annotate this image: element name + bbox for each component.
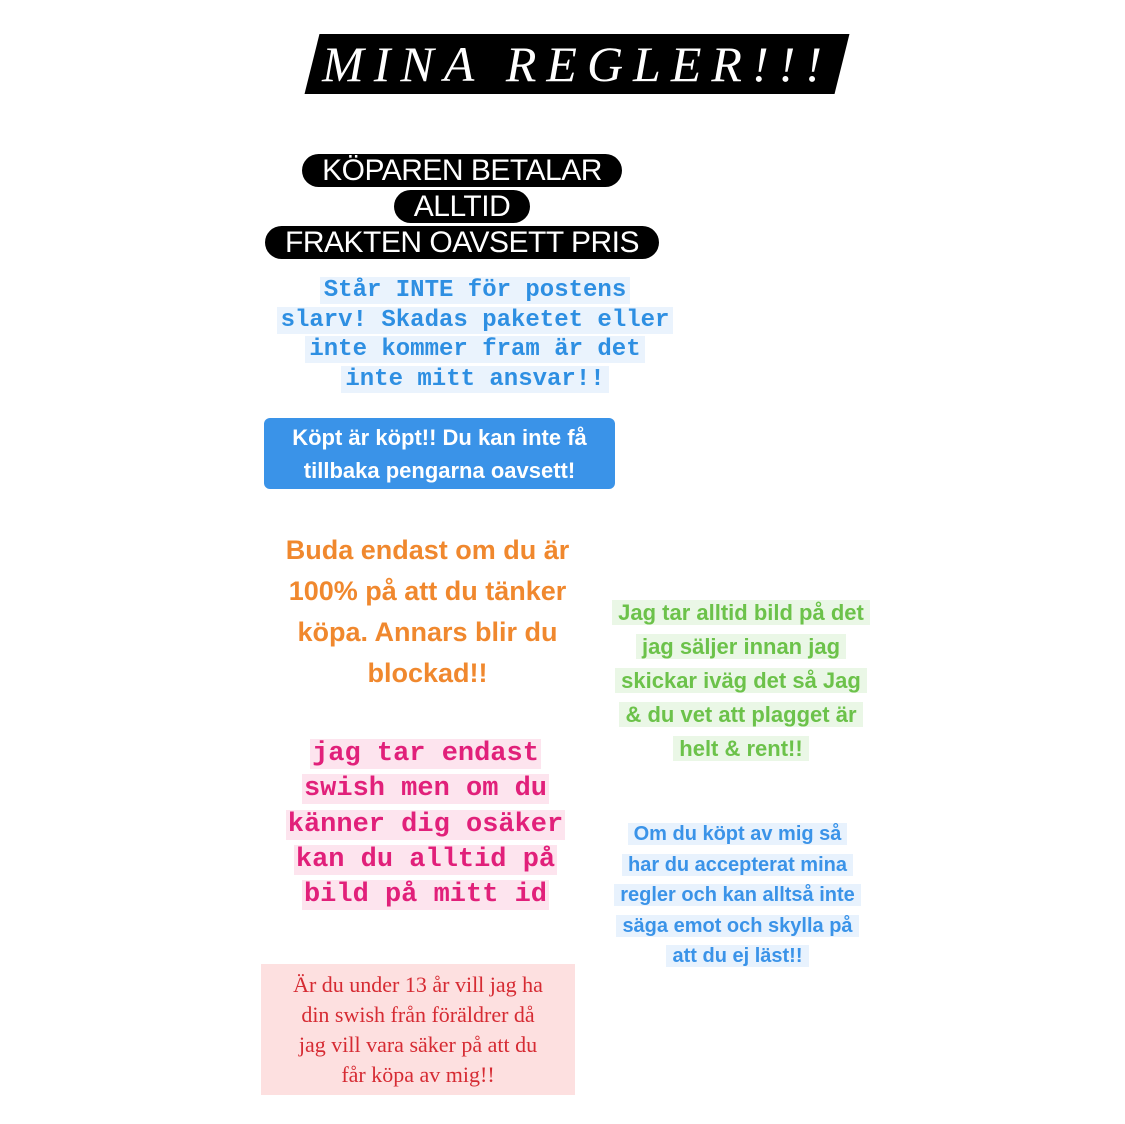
rule-line: Står INTE för postens — [320, 277, 630, 304]
page-title: MINA REGLER!!! — [322, 36, 832, 92]
rule-line: slarv! Skadas paketet eller — [277, 307, 674, 334]
rule-line: swish men om du — [303, 774, 548, 805]
title-banner — [312, 34, 842, 94]
rule-line: KÖPAREN BETALAR ALLTID — [302, 154, 622, 223]
rule-line: Jag tar alltid bild på det — [612, 600, 870, 625]
rule-line: Är du under 13 år vill jag ha — [293, 972, 543, 997]
rule-line: inte kommer fram är det — [305, 336, 644, 363]
rule-under-13 — [261, 964, 575, 1095]
rule-swish — [248, 737, 603, 913]
rule-line: jag tar endast — [312, 739, 539, 769]
rule-line: 100% på att du tänker — [288, 576, 567, 606]
rule-line: jag säljer innan jag — [636, 634, 846, 659]
rule-photos — [585, 596, 897, 766]
rule-line: har du accepterat mina — [622, 854, 853, 876]
rule-acceptance — [590, 819, 885, 972]
rule-line: skickar iväg det så Jag — [615, 668, 867, 693]
rule-line: FRAKTEN OAVSETT PRIS — [265, 226, 659, 259]
rule-bidding — [240, 530, 615, 694]
rule-line: Om du köpt av mig så — [628, 823, 848, 845]
rule-no-refunds — [264, 418, 615, 489]
rule-line: & du vet att plagget är — [619, 702, 862, 727]
rule-postal-responsibility — [250, 276, 700, 394]
rule-line: får köpa av mig!! — [341, 1062, 495, 1087]
rule-line: känner dig osäker — [287, 809, 564, 840]
rule-line: köpa. Annars blir du — [297, 617, 558, 647]
rule-line: inte mitt ansvar!! — [341, 366, 608, 393]
rule-line: helt & rent!! — [673, 736, 808, 761]
rule-line: att du ej läst!! — [666, 945, 808, 967]
rule-line: Köpt är köpt!! Du kan inte få — [292, 425, 587, 450]
rule-line: bild på mitt id — [303, 880, 548, 911]
rule-line: blockad!! — [367, 658, 488, 688]
rule-line: regler och kan alltså inte — [614, 884, 861, 906]
rule-line: jag vill vara säker på att du — [298, 1032, 538, 1057]
rule-shipping — [262, 153, 662, 261]
rule-line: tillbaka pengarna oavsett! — [303, 458, 576, 483]
rule-line: din swish från föräldrer då — [301, 1002, 535, 1027]
rule-line: Buda endast om du är — [285, 535, 570, 565]
rule-line: säga emot och skylla på — [616, 915, 858, 937]
rule-line: kan du alltid på — [295, 844, 556, 875]
